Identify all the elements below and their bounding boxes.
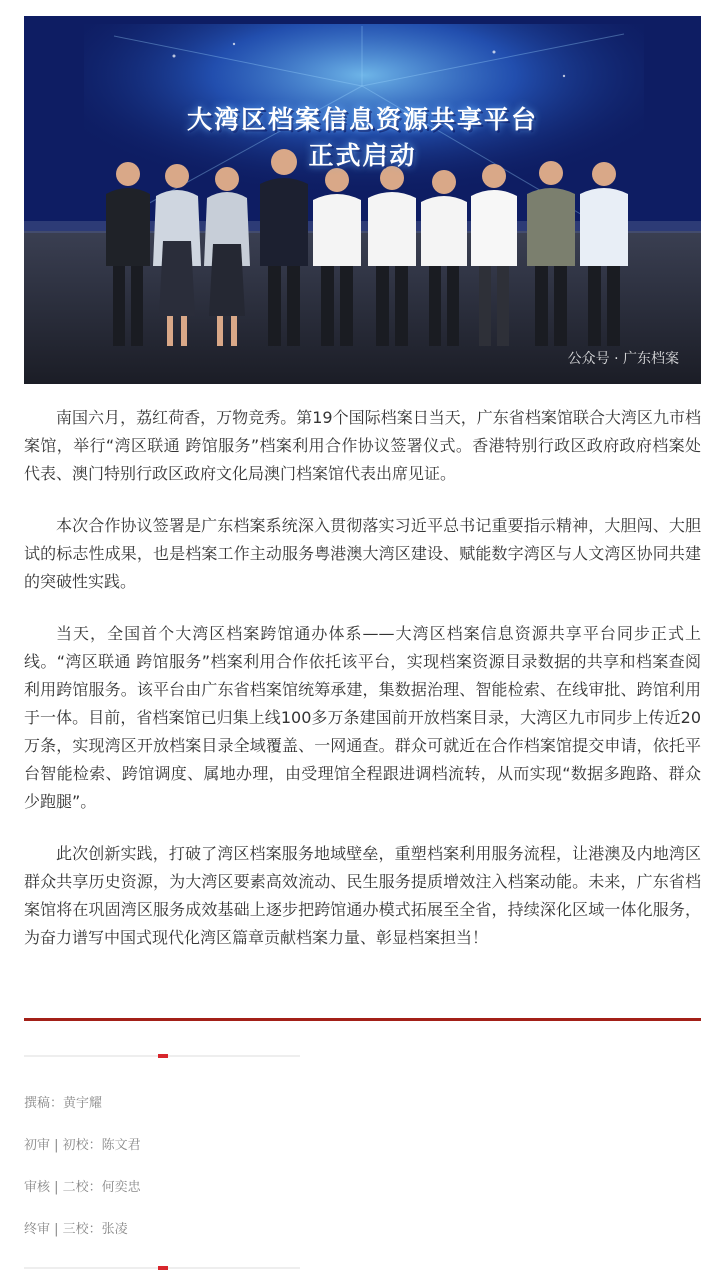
photo-watermark: 公众号 · 广东档案	[567, 351, 679, 367]
credits-divider-bottom	[24, 1265, 300, 1271]
credit-writer: 撰稿：黄宇耀	[24, 1096, 103, 1111]
event-photo-illustration	[24, 16, 701, 384]
article-paragraph: 本次合作协议签署是广东档案系统深入贯彻落实习近平总书记重要指示精神，大胆闯、大胆试的标志性成果，也是档案工作主动服务粤港澳大湾区建设、赋能数字湾区与人文湾区协同共建的突破性实践。	[24, 516, 701, 591]
article-paragraph: 南国六月，荔红荷香，万物竞秀。第19个国际档案日当天，广东省档案馆联合大湾区九市档案馆，举行“湾区联通 跨馆服务”档案利用合作协议签署仪式。香港特别行政区政府政府档案处代表、澳门特别行政区政府文化局澳门档案馆代表出席见证。	[24, 408, 701, 483]
article-paragraph: 当天，全国首个大湾区档案跨馆通办体系——大湾区档案信息资源共享平台同步正式上线。“湾区联通 跨馆服务”档案利用合作依托该平台，实现档案资源目录数据的共享和档案查阅利用跨馆服务。该平台由广东省档案馆统筹承建，集数据治理、智能检索、在线审批、跨馆利用于一体。目前，省档案馆已归集上线100多万条建国前开放档案目录，大湾区九市同步上传近20万条，实现湾区开放档案目录全域覆盖、一网通查。群众可就近在合作档案馆提交申请，依托平台智能检索、跨馆调度、属地办理，由受理馆全程跟进调档流转，从而实现“数据多跑路、群众少跑腿”。	[24, 624, 701, 811]
banner-title-line2: 正式启动	[308, 141, 417, 170]
article-paragraph: 此次创新实践，打破了湾区档案服务地域壁垒，重塑档案利用服务流程，让港澳及内地湾区群众共享历史资源，为大湾区要素高效流动、民生服务提质增效注入档案动能。未来，广东省档案馆将在巩固湾区服务成效基础上逐步把跨馆通办模式拓展至全省，持续深化区域一体化服务，为奋力谱写中国式现代化湾区篇章贡献档案力量、彰显档案担当！	[24, 844, 701, 947]
article-body	[24, 404, 701, 976]
credit-final-review: 终审 | 三校：张凌	[24, 1222, 128, 1237]
credit-first-review: 初审 | 初校：陈文君	[24, 1138, 141, 1153]
banner-title-line1: 大湾区档案信息资源共享平台	[186, 105, 538, 134]
credit-second-review: 审核 | 二校：何奕忠	[24, 1180, 141, 1195]
section-divider	[24, 1018, 701, 1021]
credits-divider-top	[24, 1053, 300, 1059]
event-photo	[24, 16, 701, 384]
